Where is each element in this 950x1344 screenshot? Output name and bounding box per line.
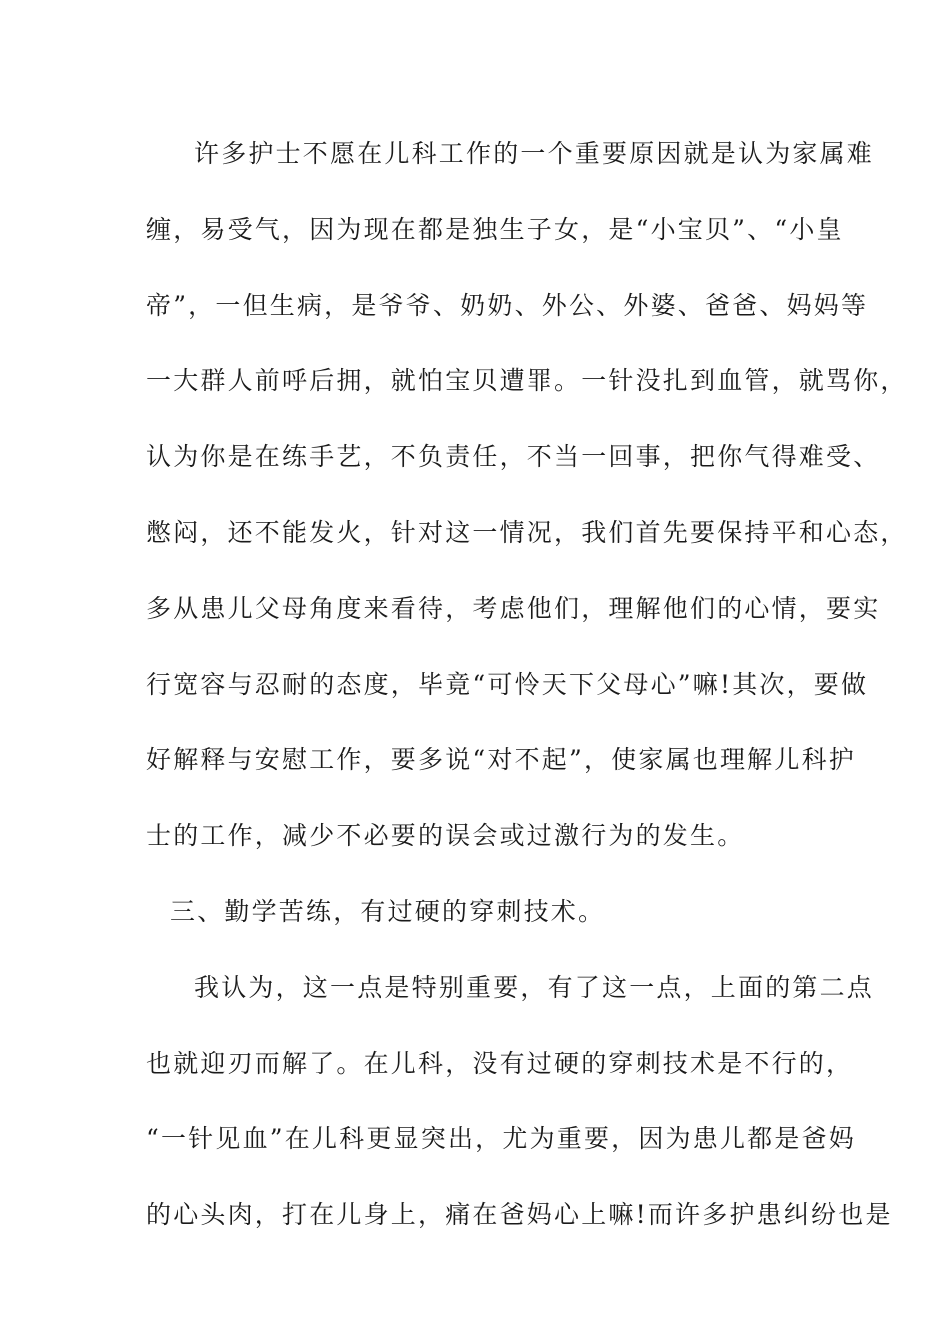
paragraph-line: 帝”，一但生病，是爷爷、奶奶、外公、外婆、爸爸、妈妈等 — [146, 290, 869, 320]
paragraph-line: 一大群人前呼后拥，就怕宝贝遭罪。一针没扎到血管，就骂你， — [146, 366, 908, 396]
paragraph-line: 行宽容与忍耐的态度，毕竟“可怜天下父母心”嘛!其次，要做 — [146, 669, 869, 699]
section-heading: 三、勤学苦练，有过硬的穿刺技术。 — [170, 896, 606, 926]
paragraph-line: 我认为，这一点是特别重要，有了这一点，上面的第二点 — [194, 972, 875, 1002]
paragraph-line: 憋闷，还不能发火，针对这一情况，我们首先要保持平和心态， — [146, 517, 908, 547]
paragraph-line: 好解释与安慰工作，要多说“对不起”，使家属也理解儿科护 — [146, 745, 856, 775]
paragraph-line: 缠，易受气，因为现在都是独生子女，是“小宝贝”、“小皇 — [146, 214, 844, 244]
paragraph-line: 的心头肉，打在儿身上，痛在爸妈心上嘛!而许多护患纠纷也是 — [146, 1200, 893, 1230]
paragraph-line: 也就迎刃而解了。在儿科，没有过硬的穿刺技术是不行的， — [146, 1048, 854, 1078]
paragraph-line: “一针见血”在儿科更显突出，尤为重要，因为患儿都是爸妈 — [146, 1124, 856, 1154]
paragraph-line: 许多护士不愿在儿科工作的一个重要原因就是认为家属难 — [194, 139, 875, 168]
paragraph-line: 士的工作，减少不必要的误会或过激行为的发生。 — [146, 821, 745, 851]
paragraph-line: 多从患儿父母角度来看待，考虑他们，理解他们的心情，要实 — [146, 593, 881, 623]
body-text — [146, 132, 908, 1269]
paragraph-line: 认为你是在练手艺，不负责任，不当一回事，把你气得难受、 — [146, 442, 881, 472]
